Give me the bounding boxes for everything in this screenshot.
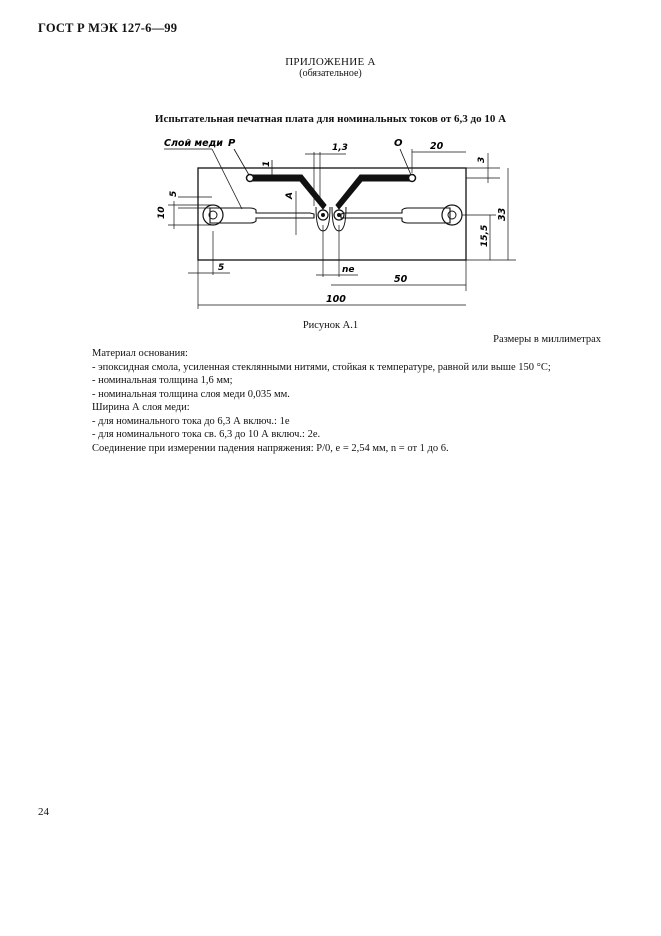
- pad-o: [409, 175, 416, 182]
- pad-p: [247, 175, 254, 182]
- dim-1: 1: [262, 160, 272, 167]
- dim-20: 20: [430, 141, 444, 152]
- note-line: - номинальная толщина слоя меди 0,035 мм.: [92, 388, 290, 400]
- note-line: Соединение при измерении падения напряжения: Р/0, е = 2,54 мм, n = от 1 до 6.: [92, 442, 449, 454]
- label-p: P: [228, 138, 236, 149]
- dim-33: 33: [497, 207, 508, 221]
- material-notes: [92, 347, 612, 455]
- appendix-title: ПРИЛОЖЕНИЕ А: [285, 56, 376, 68]
- dim-ne: ne: [342, 265, 355, 275]
- appendix-subtitle: (обязательное): [299, 68, 362, 79]
- dim-5-left: 5: [169, 190, 179, 197]
- note-line: - эпоксидная смола, усиленная стеклянными нитями, стойкая к температуре, равной или выше 150 °С;: [92, 361, 551, 373]
- sense-trace-o: [336, 175, 412, 209]
- note-line: - для номинального тока до 6,3 А включ.: 1е: [92, 415, 290, 427]
- label-o: O: [394, 138, 403, 149]
- pcb-technical-drawing: [150, 135, 530, 313]
- dim-50: 50: [394, 274, 408, 285]
- note-line: - номинальная толщина 1,6 мм;: [92, 375, 233, 386]
- dim-10: 10: [157, 206, 167, 219]
- dim-1-3: 1,3: [332, 143, 348, 153]
- dim-5-bottom: 5: [218, 263, 225, 273]
- left-trace: [210, 208, 314, 223]
- right-pad-hole: [442, 205, 462, 225]
- dim-3: 3: [477, 156, 487, 163]
- figure-caption: Рисунок А.1: [302, 320, 359, 331]
- sense-trace-p: [250, 175, 326, 209]
- dim-15-5: 15,5: [480, 224, 490, 247]
- label-copper-layer: Слой меди: [164, 138, 223, 149]
- page-number: 24: [38, 806, 49, 818]
- note-line: Материал основания:: [92, 348, 188, 359]
- right-trace: [341, 208, 450, 223]
- dim-100: 100: [326, 294, 346, 305]
- note-line: Ширина А слоя меди:: [92, 402, 190, 413]
- note-line: - для номинального тока св. 6,3 до 10 А включ.: 2е.: [92, 429, 321, 440]
- units-note: Размеры в миллиметрах: [493, 334, 601, 345]
- dim-a: A: [285, 192, 295, 199]
- figure-heading: Испытательная печатная плата для номинальных токов от 6,3 до 10 А: [154, 113, 507, 125]
- standard-code: ГОСТ Р МЭК 127-6—99: [38, 21, 178, 35]
